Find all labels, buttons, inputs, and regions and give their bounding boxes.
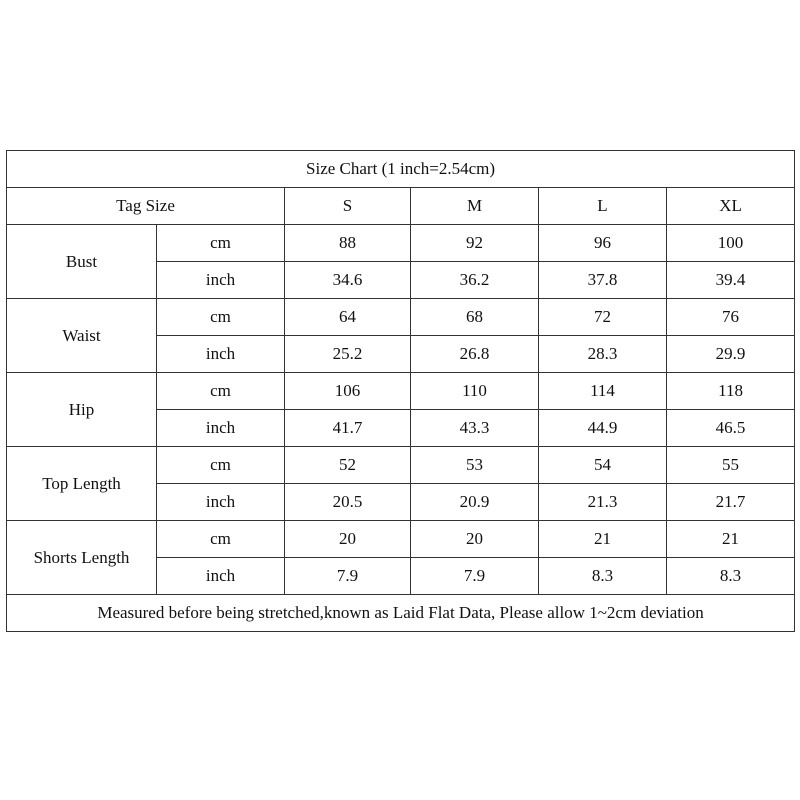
- table-cell: 37.8: [539, 262, 667, 299]
- title-row: [7, 151, 795, 188]
- table-cell: 39.4: [667, 262, 795, 299]
- unit-label: inch: [157, 558, 285, 595]
- table-row: [7, 521, 795, 558]
- unit-label: inch: [157, 336, 285, 373]
- table-cell: 25.2: [285, 336, 411, 373]
- table-cell: 21: [539, 521, 667, 558]
- table-cell: 43.3: [411, 410, 539, 447]
- measurement-name: Waist: [7, 299, 157, 373]
- table-row: [7, 299, 795, 336]
- size-header-m: M: [411, 188, 539, 225]
- table-cell: 118: [667, 373, 795, 410]
- table-cell: 21.7: [667, 484, 795, 521]
- table-cell: 20: [411, 521, 539, 558]
- unit-label: inch: [157, 484, 285, 521]
- table-cell: 53: [411, 447, 539, 484]
- table-cell: 34.6: [285, 262, 411, 299]
- table-cell: 52: [285, 447, 411, 484]
- table-cell: 110: [411, 373, 539, 410]
- unit-label: inch: [157, 262, 285, 299]
- chart-title: Size Chart (1 inch=2.54cm): [7, 151, 795, 188]
- header-row: [7, 188, 795, 225]
- unit-label: cm: [157, 299, 285, 336]
- table-cell: 20.5: [285, 484, 411, 521]
- table-cell: 72: [539, 299, 667, 336]
- table-cell: 92: [411, 225, 539, 262]
- table-cell: 29.9: [667, 336, 795, 373]
- table-cell: 88: [285, 225, 411, 262]
- unit-label: cm: [157, 521, 285, 558]
- table-cell: 41.7: [285, 410, 411, 447]
- size-header-s: S: [285, 188, 411, 225]
- size-header-l: L: [539, 188, 667, 225]
- table-cell: 106: [285, 373, 411, 410]
- table-cell: 28.3: [539, 336, 667, 373]
- table-cell: 44.9: [539, 410, 667, 447]
- size-chart-table: [6, 150, 795, 632]
- table-cell: 76: [667, 299, 795, 336]
- table-row: [7, 225, 795, 262]
- table-cell: 55: [667, 447, 795, 484]
- table-cell: 100: [667, 225, 795, 262]
- table-cell: 114: [539, 373, 667, 410]
- table-cell: 46.5: [667, 410, 795, 447]
- table-cell: 54: [539, 447, 667, 484]
- table-cell: 36.2: [411, 262, 539, 299]
- unit-label: cm: [157, 225, 285, 262]
- measurement-name: Shorts Length: [7, 521, 157, 595]
- table-cell: 68: [411, 299, 539, 336]
- table-cell: 8.3: [539, 558, 667, 595]
- table-cell: 7.9: [411, 558, 539, 595]
- table-cell: 26.8: [411, 336, 539, 373]
- unit-label: inch: [157, 410, 285, 447]
- tag-size-label: Tag Size: [7, 188, 285, 225]
- unit-label: cm: [157, 373, 285, 410]
- table-cell: 21.3: [539, 484, 667, 521]
- note-row: [7, 595, 795, 632]
- table-cell: 20.9: [411, 484, 539, 521]
- table-cell: 96: [539, 225, 667, 262]
- table-cell: 64: [285, 299, 411, 336]
- measurement-name: Hip: [7, 373, 157, 447]
- table-row: [7, 373, 795, 410]
- unit-label: cm: [157, 447, 285, 484]
- table-row: [7, 447, 795, 484]
- measurement-name: Top Length: [7, 447, 157, 521]
- deviation-note: Measured before being stretched,known as Laid Flat Data, Please allow 1~2cm deviation: [7, 595, 795, 632]
- table-cell: 7.9: [285, 558, 411, 595]
- size-header-xl: XL: [667, 188, 795, 225]
- table-cell: 21: [667, 521, 795, 558]
- measurement-name: Bust: [7, 225, 157, 299]
- table-cell: 20: [285, 521, 411, 558]
- table-cell: 8.3: [667, 558, 795, 595]
